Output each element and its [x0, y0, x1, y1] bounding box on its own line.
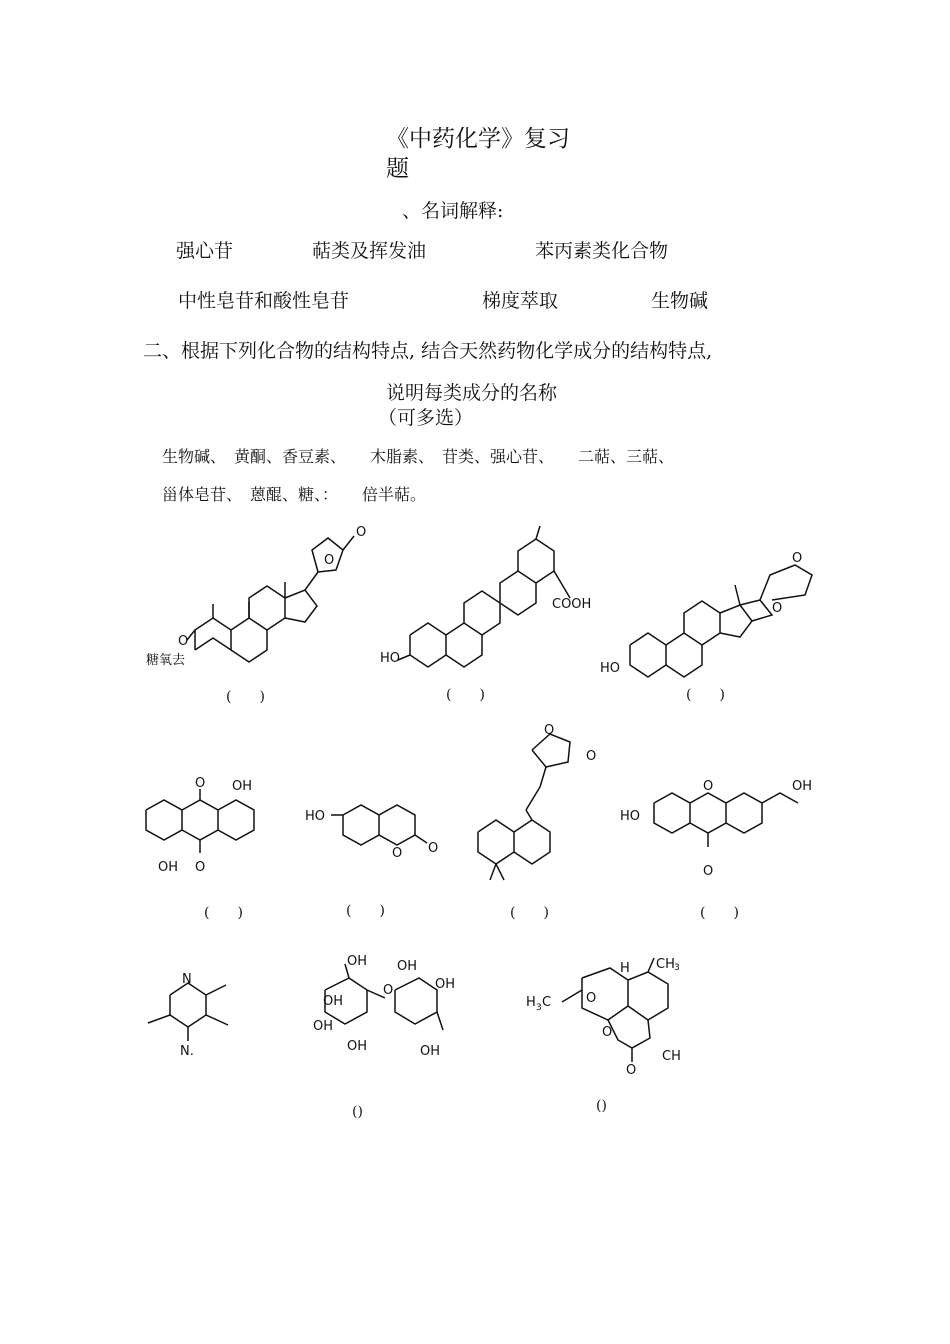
o-label: O	[703, 864, 714, 879]
o-label: O	[392, 846, 403, 861]
subscript-3: 3	[536, 1003, 542, 1013]
o-label: O	[586, 749, 597, 764]
answer-blank-9[interactable]: ()	[596, 1098, 607, 1114]
o-label: O	[703, 779, 714, 794]
section2-note: （可多选）	[378, 407, 474, 429]
structure-piperidine-alkaloid	[140, 965, 240, 1060]
o-label: O	[792, 551, 803, 566]
structure-cardenolide	[140, 520, 390, 680]
options-line1: 生物碱、 黄酮、香豆素、 木脂素、 苷类、强心苷、 二萜、三萜、	[162, 447, 675, 466]
document-title-line2: 题	[386, 156, 409, 182]
c-label: C	[542, 995, 552, 1010]
term-gradient-extraction: 梯度萃取	[482, 290, 559, 312]
term-phenylpropanoids: 苯丙素类化合物	[535, 240, 669, 262]
o-label: O	[324, 553, 335, 568]
answer-blank-1[interactable]: ( )	[226, 689, 265, 705]
structure-coumarin	[305, 795, 455, 865]
ho-label: HO	[380, 651, 401, 666]
oh-label: OH	[323, 994, 344, 1009]
o-label: O	[602, 1025, 613, 1040]
answer-blank-3[interactable]: ( )	[686, 687, 725, 703]
structure-anthraquinone	[140, 775, 280, 885]
section1-heading: 、名词解释:	[402, 200, 504, 222]
ho-label: HO	[305, 809, 326, 824]
o-label: O	[586, 991, 597, 1006]
o-label: O	[544, 723, 555, 738]
answer-blank-8[interactable]: ()	[352, 1104, 363, 1120]
structure-flavone	[620, 775, 830, 880]
o-label: O	[626, 1063, 637, 1078]
h-label: H	[620, 961, 630, 976]
o-label: O	[178, 634, 189, 649]
oh-label: OH	[313, 1019, 334, 1034]
oh-label: OH	[232, 779, 253, 794]
structure-disaccharide	[305, 950, 475, 1065]
structure-spirostane	[600, 520, 830, 680]
term-cardiac-glycoside: 强心苷	[176, 240, 234, 262]
answer-blank-4[interactable]: ( )	[204, 905, 243, 921]
structure-diterpene	[470, 722, 610, 892]
oh-label: OH	[347, 954, 368, 969]
ho-label: HO	[620, 809, 641, 824]
structure-triterpene	[380, 520, 600, 680]
ch3-label: CH	[656, 957, 675, 972]
o-label: O	[356, 525, 367, 540]
ch3-label: CH	[662, 1049, 681, 1064]
answer-blank-6[interactable]: ( )	[510, 905, 549, 921]
o-label: O	[195, 776, 206, 791]
cooh-label: COOH	[552, 597, 592, 612]
ho-label: HO	[600, 661, 621, 676]
n-label: N	[182, 972, 192, 987]
term-saponins: 中性皂苷和酸性皂苷	[178, 290, 350, 312]
h3c-label: H	[526, 995, 536, 1010]
oh-label: OH	[347, 1039, 368, 1054]
options-line2: 甾体皂苷、 蒽醌、糖、： 倍半萜。	[162, 485, 427, 504]
document-title-line1: 《中药化学》复习	[386, 126, 570, 152]
section2-heading-line2: 说明每类成分的名称	[386, 382, 558, 404]
o-label: O	[195, 860, 206, 875]
oh-label: OH	[397, 959, 418, 974]
oh-label: OH	[420, 1044, 441, 1059]
o-label: O	[383, 983, 394, 998]
oh-label: OH	[792, 779, 813, 794]
o-label: O	[772, 601, 783, 616]
oh-label: OH	[435, 977, 456, 992]
sugar-oxy-label: 糖氧去	[146, 653, 186, 668]
answer-blank-7[interactable]: ( )	[700, 905, 739, 921]
section2-heading: 二、根据下列化合物的结构特点, 结合天然药物化学成分的结构特点,	[143, 340, 713, 362]
o-label: O	[428, 841, 439, 856]
structure-artemisinin	[522, 950, 702, 1078]
oh-label: OH	[158, 860, 179, 875]
subscript-3: 3	[674, 963, 680, 973]
answer-blank-2[interactable]: ( )	[446, 687, 485, 703]
term-terpenes: 萜类及挥发油	[312, 240, 427, 262]
n-dot-label: N.	[180, 1044, 194, 1059]
answer-blank-5[interactable]: ( )	[346, 903, 385, 919]
term-alkaloids: 生物碱	[651, 290, 709, 312]
